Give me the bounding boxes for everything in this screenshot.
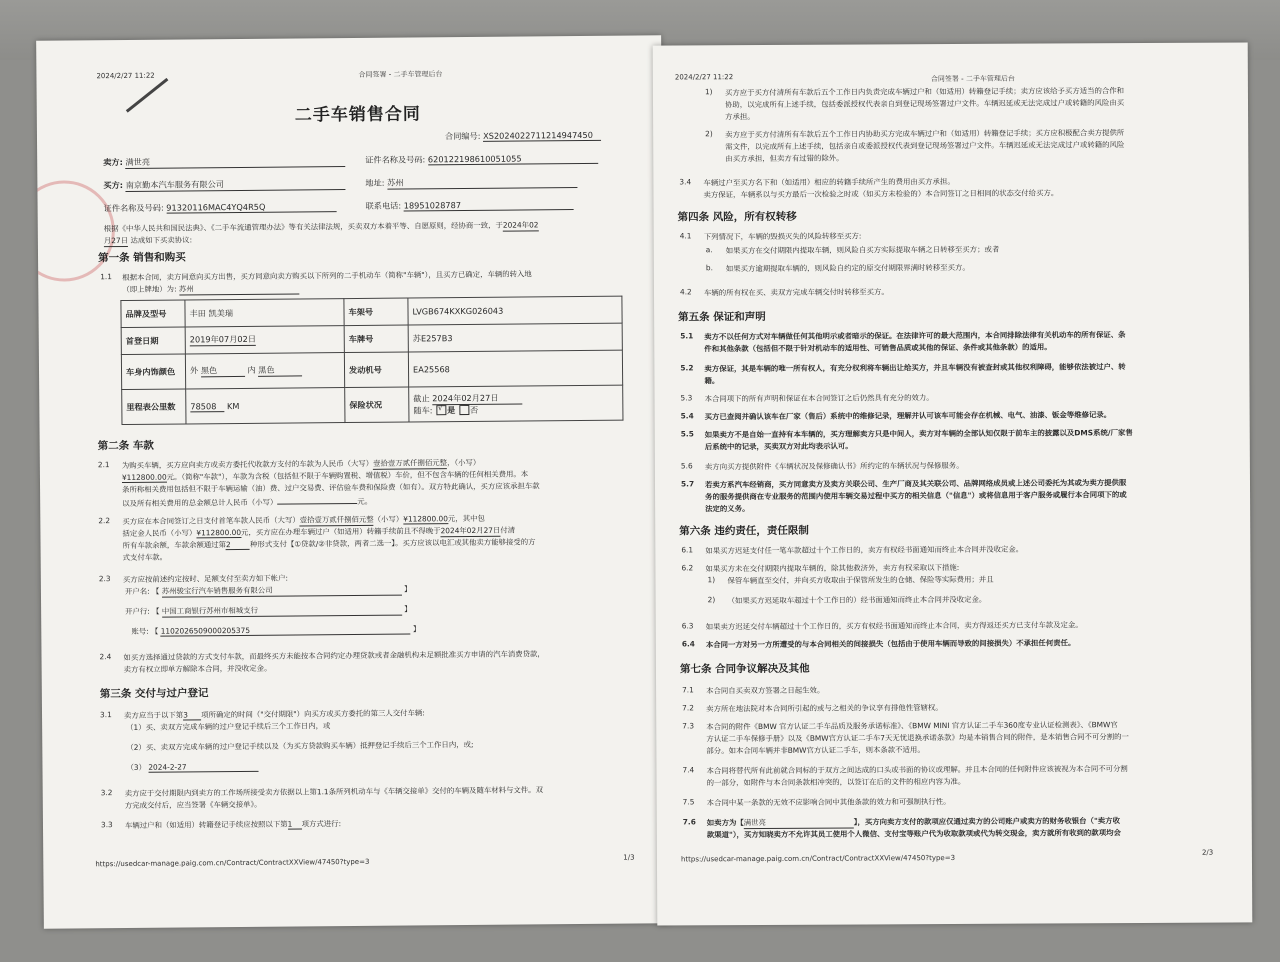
account-name-row: 开户名: 【 苏州骏宝行汽车销售服务有限公司 】 bbox=[124, 584, 412, 596]
clause-3-2-line-2: 方完成交付后，应当签署《车辆交接单》。 bbox=[124, 799, 262, 810]
clause-5-7-line-2: 务的服务提供商在专业服务的范围内使用车辆交易过程中买方的相关信息（"信息"）或将信息用于客户服务或履行本合同项下的或 bbox=[705, 490, 1127, 502]
clause-6-3: 如果卖方迟延交付车辆超过十个工作日的，买方有权经书面通知而终止本合同，卖方得返还买方已支付车款及定金。 bbox=[705, 620, 1083, 632]
section-7-title: 第七条 合同争议解决及其他 bbox=[679, 662, 810, 676]
clause-6-4: 本合同一方对另一方所遭受的与本合同相关的间接损失（包括由于使用车辆而导致的间接损失）不承担任何责任。 bbox=[705, 638, 1076, 650]
page-number: 1/3 bbox=[623, 853, 635, 862]
clause-7-6-line-1: 如卖方为【满世亮 】，买方向卖方支付的款项应仅通过卖方的公司账户或卖方的财务收银台（"卖方收 bbox=[706, 816, 1120, 828]
pen-mark bbox=[126, 78, 169, 113]
clause-number: 7.5 bbox=[682, 797, 695, 807]
brand-value: 丰田 凯美瑞 bbox=[185, 299, 344, 327]
clause-3-2-line-1: 卖方应于交付期限内到卖方的工作场所接受卖方依据以上第1.1条所列机动车与《车辆交接单》交付的车辆及随车材料与文件。双 bbox=[124, 785, 543, 798]
account-bank-row: 开户行: 【 中国工商银行苏州市相城支行 】 bbox=[125, 604, 412, 616]
print-date: 2024/2/27 11:22 bbox=[674, 73, 734, 82]
contract-no: 合同编号: XS2024022711214947450 bbox=[445, 130, 601, 142]
account-number-row: 账号: 【 1102026509000205375 】 bbox=[131, 624, 421, 636]
clause-number: 5.1 bbox=[680, 331, 694, 341]
clause-2-2-line-3: 所有车款余额，车款余额通过第2 种形式支付【①贷款/②非贷款，两者二选一】。买方应该以电汇或其他卖方能够接受的方 bbox=[122, 537, 536, 551]
item-1-line-1: 买方应于买方付清所有车款后五个工作日内负责完成车辆过户和（如适用）转籍登记手续；卖方应该给予买方适当的合作和 bbox=[724, 86, 1125, 98]
seller-field: 卖方: 满世亮 bbox=[103, 155, 345, 169]
clause-7-6-line-2: 款渠道"），买方知晓卖方不允许其员工使用个人微信、支付宝等账户代为收取款项或代为转交现金，卖方就所有收到的款项均会 bbox=[706, 828, 1121, 840]
clause-5-4: 买方已查阅并确认该车在厂家（售后）系统中的维修记录，理解并认可该车可能会存在机械、电气、油漆、钣金等维修记录。 bbox=[704, 410, 1112, 422]
clause-5-6: 卖方向买方提供附件《车辆状况及保修确认书》所约定的车辆状况与保修服务。 bbox=[704, 460, 964, 472]
clause-5-2-line-2: 籍。 bbox=[704, 376, 720, 386]
page-number: 2/3 bbox=[1201, 848, 1214, 857]
item-2-line-3: 由买方承担，但卖方有过错的除外。 bbox=[725, 153, 844, 164]
seller-id-field: 证件名称及号码: 620122198610051055 bbox=[365, 153, 598, 166]
clause-2-4-line-2: 卖方有权立即单方解除本合同，并没收定金。 bbox=[123, 663, 272, 675]
clause-number: 2.1 bbox=[97, 460, 110, 470]
page-url: https://usedcar-manage.paig.com.cn/Contract/ContractXXView/47450?type=3 bbox=[680, 853, 956, 864]
item-number: a. bbox=[705, 245, 713, 255]
item-number: 2) bbox=[707, 595, 716, 605]
clause-number: 3.1 bbox=[99, 710, 112, 720]
table-label: 保险状况 bbox=[345, 387, 409, 423]
table-label: 车架号 bbox=[344, 298, 408, 326]
item-number: 1) bbox=[707, 575, 716, 585]
contract-title: 二手车销售合同 bbox=[294, 104, 421, 126]
print-header: 合同签署 - 二手车管理后台 bbox=[358, 70, 443, 79]
intro-line-1: 根据《中华人民共和国民法典》、《二手车流通管理办法》等有关法律法规，买卖双方本着平等、自愿原则，经协商一致，于2024年02 bbox=[103, 220, 539, 234]
clause-number: 6.2 bbox=[681, 563, 694, 573]
section-5-title: 第五条 保证和声明 bbox=[678, 310, 766, 324]
clause-7-3-line-1: 本合同的附件《BMW 官方认证二手车品质及服务承诺标准》、《BMW MINI 官方认证二手车360度专业认证检测表》、《BMW官 bbox=[706, 720, 1118, 732]
clause-4-1: 下列情况下，车辆的毁损灭失的风险转移至买方: bbox=[703, 231, 862, 242]
insurance-yes-checkbox[interactable] bbox=[436, 405, 446, 415]
clause-number: 2.3 bbox=[98, 574, 111, 584]
section-6-title: 第六条 违约责任，责任限制 bbox=[679, 524, 809, 538]
table-label: 里程表公里数 bbox=[122, 389, 186, 425]
intro-line-2: 月27日 达成如下买卖协议: bbox=[103, 235, 193, 246]
clause-number: 5.6 bbox=[680, 461, 693, 471]
plate-value: 苏E257B3 bbox=[408, 323, 622, 352]
clause-2-1-line-1: 为购买车辆，买方应向卖方或卖方委托代收款方支付的车款为人民币（大写）壹拾壹万贰仟捌佰元整，（小写） bbox=[121, 457, 481, 471]
clause-5-5-line-2: 后系统中的记录，买卖双方对此均表示认可。 bbox=[704, 441, 853, 452]
clause-5-7-line-3: 法定的义务。 bbox=[705, 504, 750, 514]
clause-4-1-a: 如果买方在交付期限内提取车辆，则风险自买方实际提取车辆之日转移至买方；或者 bbox=[725, 244, 1000, 256]
clause-7-4-line-1: 本合同将替代所有此前就合同标的于双方之间达成的口头或书面的协议或理解。并且本合同的任何附件应该被视为本合同不可分割 bbox=[706, 764, 1128, 776]
clause-2-1-line-3: 条所称相关费用包括但不限于车辆运输（油）费、过户交易费、评估验车费和保险费（如有）。双方特此确认，买方应该承担车款 bbox=[122, 481, 540, 495]
clause-number: 6.4 bbox=[681, 639, 695, 649]
section-4-title: 第四条 风险，所有权转移 bbox=[677, 210, 797, 224]
clause-number: 7.4 bbox=[682, 765, 695, 775]
buyer-cert-field: 证件名称及号码: 91320116MAC4YQ4R5Q bbox=[104, 201, 337, 214]
clause-2-4-line-1: 如买方选择通过贷款的方式支付车款，而最终买方未能按本合同约定办理贷款或者金融机构未足额批准买方申请的汽车消费贷款， bbox=[123, 649, 545, 663]
clause-3-1-line-1: 卖方应当于以下第3 项所确定的时间（"交付期限"）向买方或买方委托的第三人交付车辆: bbox=[123, 708, 425, 721]
item-number: 2) bbox=[705, 129, 713, 139]
contract-page-2 bbox=[653, 42, 1253, 925]
clause-3-1-option-1: （1）买、卖双方完成车辆的过户登记手续后三个工作日内，或 bbox=[126, 721, 331, 732]
item-number: b. bbox=[705, 263, 713, 273]
color-value: 外 黑色 内 黑色 bbox=[185, 353, 344, 389]
reg-date-value: 2019年07月02日 bbox=[185, 326, 344, 354]
print-header: 合同签署 - 二手车管理后台 bbox=[930, 74, 1015, 84]
table-label: 首登日期 bbox=[121, 327, 185, 355]
clause-6-2: 如果买方未在交付期限内提取车辆的，除其他救济外，卖方有权采取以下措施: bbox=[705, 562, 960, 574]
vin-value: LVGB674KXKG026043 bbox=[408, 296, 622, 325]
mileage-value: 78508 KM bbox=[186, 388, 345, 424]
clause-2-2-line-4: 式支付车款。 bbox=[122, 552, 168, 563]
insurance-value: 截止 2024年02月27日 随车: √ 是 否 bbox=[409, 385, 623, 422]
buyer-field: 买方: 南京勤本汽车服务有限公司 bbox=[103, 178, 345, 192]
clause-number: 3.4 bbox=[679, 177, 692, 187]
clause-2-1-line-2: ¥112800.00元。（简称"车款"），车款为含税（包括但不限于车辆购置税、增值税）车价，但不包含车辆的任何相关费用。本 bbox=[121, 469, 529, 483]
item-1-line-3: 方承担。 bbox=[725, 112, 755, 122]
clause-1-1-line-2: （即上牌地）为: 苏州 bbox=[122, 282, 299, 296]
print-date: 2024/2/27 11:22 bbox=[96, 71, 155, 81]
clause-number: 5.4 bbox=[680, 411, 694, 421]
clause-4-2: 车辆的所有权在买、卖双方完成车辆交付时转移至买方。 bbox=[703, 287, 889, 298]
clause-4-1-b: 如果买方逾期提取车辆的，则风险自约定的原交付期限界满时转移至买方。 bbox=[725, 262, 970, 274]
table-label: 车身内饰颜色 bbox=[121, 354, 185, 390]
buyer-address-field: 地址: 苏州 bbox=[365, 176, 577, 190]
item-1-line-2: 协助，以完成所有上述手续，包括委派授权代表亲自到登记现场签署过户文件。车辆迟延或无法完成过户或转籍的风险由买 bbox=[724, 98, 1125, 110]
clause-number: 5.7 bbox=[680, 479, 695, 489]
clause-5-3: 本合同项下的所有声明和保证在本合同签订之后仍然具有充分的效力。 bbox=[704, 393, 934, 404]
clause-7-5: 本合同中某一条款的无效不应影响合同中其他条款的效力和可强制执行性。 bbox=[706, 797, 951, 808]
table-label: 车牌号 bbox=[344, 325, 408, 353]
item-2-line-1: 卖方应于买方付清所有车款后五个工作日内协助买方完成车辆过户和（如适用）转籍登记手续；买方应积极配合卖方提供所 bbox=[725, 128, 1125, 140]
clause-number: 7.2 bbox=[682, 703, 694, 713]
clause-6-2-2: （如果买方迟延取车超过十个工作日的）经书面通知而终止本合同并没收定金。 bbox=[727, 594, 987, 606]
clause-number: 3.3 bbox=[100, 820, 113, 830]
clause-3-4-line-2: 卖方保证，车辆系以与买方最后一次检验之时或（如买方未检验的）本合同签订之日相同的状态交付给买方。 bbox=[703, 188, 1059, 200]
clause-number: 5.2 bbox=[680, 363, 694, 373]
clause-number: 4.2 bbox=[679, 287, 692, 297]
buyer-phone-field: 联系电话: 18951028787 bbox=[366, 199, 574, 212]
clause-2-2-line-2: 括定金人民币（小写）¥112800.00元，买方应在办理车辆过户（如适用）转籍手续前且不得晚于2024年02月27日付清 bbox=[122, 525, 516, 539]
clause-7-2: 卖方所在地法院对本合同所引起的或与之相关的争议享有排他性管辖权。 bbox=[706, 703, 943, 714]
clause-5-5-line-1: 如果卖方不是自始一直持有本车辆的，买方理解卖方只是中间人，卖方对车辆的全部认知仅限于前车主的披露以及DMS系统/厂家售 bbox=[704, 428, 1133, 440]
clause-number: 4.1 bbox=[679, 231, 692, 241]
clause-5-2-line-1: 卖方保证，其是车辆的唯一所有权人，有充分权利将车辆出让给买方，并且车辆没有被查封或其他权利障碍，能够依法被过户、转 bbox=[704, 362, 1126, 374]
clause-number: 2.2 bbox=[98, 516, 111, 526]
clause-7-4-line-2: 的一部分，如附件与本合同条款相冲突的，以签订在后的文件的相应内容为准。 bbox=[706, 776, 966, 788]
clause-2-3-line-1: 买方应按前述约定按时、足额支付至卖方如下帐户: bbox=[122, 573, 288, 585]
clause-1-1-line-1: 根据本合同，卖方同意向买方出售，买方同意向卖方购买以下所列的二手机动车（简称"车辆"），且买方已确定，车辆的转入地 bbox=[122, 269, 532, 283]
section-2-title: 第二条 车款 bbox=[97, 439, 154, 453]
section-1-title: 第一条 销售和购买 bbox=[97, 251, 186, 265]
clause-6-2-1: 保管车辆直至交付，并向买方收取由于保管所发生的仓储、保险等实际费用；并且 bbox=[727, 574, 994, 586]
table-label: 品牌及型号 bbox=[121, 300, 185, 328]
clause-number: 3.2 bbox=[100, 788, 113, 798]
contract-page-1 bbox=[36, 35, 669, 928]
clause-number: 2.4 bbox=[99, 652, 112, 662]
clause-5-1-line-2: 件和其他条款（包括但不限于针对机动车的适用性、可销售品质或其他的保证、条件或其他条款）的适用。 bbox=[704, 342, 1052, 354]
insurance-no-checkbox[interactable] bbox=[459, 405, 469, 415]
clause-3-4-line-1: 车辆过户至买方名下和（如适用）相应的转籍手续所产生的费用由买方承担。 bbox=[703, 176, 955, 188]
clause-7-1: 本合同自买卖双方签署之日起生效。 bbox=[706, 685, 825, 696]
clause-6-1: 如果买方迟延支付任一笔车款超过十个工作日的，卖方有权经书面通知而终止本合同并没收定金。 bbox=[705, 544, 1024, 556]
engine-value: EA25568 bbox=[408, 350, 622, 387]
clause-5-1-line-1: 卖方不以任何方式对车辆做任何其他明示或者暗示的保证。在法律许可的最大范围内，本合同排除法律有关机动车的所有保证、条 bbox=[704, 330, 1126, 342]
clause-2-2-line-1: 买方应在本合同签订之日支付首笔车款人民币（大写）壹拾壹万贰仟捌佰元整（小写）¥112800.00元，其中包 bbox=[122, 513, 485, 527]
clause-number: 7.3 bbox=[682, 721, 695, 731]
clause-3-1-option-3: （3） 2024-2-27 bbox=[126, 761, 258, 773]
item-number: 1) bbox=[704, 87, 713, 97]
clause-number: 5.3 bbox=[680, 393, 693, 403]
clause-number: 5.5 bbox=[680, 429, 694, 439]
section-3-title: 第三条 交付与过户登记 bbox=[99, 687, 209, 701]
page-url: https://usedcar-manage.paig.com.cn/Contract/ContractXXView/47450?type=3 bbox=[95, 857, 370, 869]
clause-3-1-option-2: （2）买、卖双方完成车辆的过户登记手续以及（为买方贷款购买车辆）抵押登记手续后三个工作日内，或; bbox=[126, 739, 474, 752]
clause-number: 7.1 bbox=[682, 685, 694, 695]
clause-3-3-line-1: 车辆过户和（如适用）转籍登记手续应按照以下第1 项方式进行: bbox=[124, 819, 342, 830]
table-label: 发动机号 bbox=[344, 352, 408, 388]
clause-number: 1.1 bbox=[100, 272, 113, 282]
clause-2-1-line-4: 以及所有相关费用的总金额总计人民币（小写） 元。 bbox=[122, 494, 372, 509]
clause-7-3-line-2: 方认证二手车保修手册》以及《BMW官方认证二手车7天无忧退换承诺条款》均是本销售合同的附件，是本销售合同不可分割的一 bbox=[706, 732, 1129, 744]
item-2-line-2: 需文件，以完成所有上述手续，包括亲自或委派授权代表到登记现场签署过户文件。车辆迟延或无法完成过户或转籍的风险 bbox=[725, 140, 1125, 152]
vehicle-info-table bbox=[120, 296, 623, 425]
clause-7-3-line-3: 部分。如本合同车辆并非BMW官方认证二手车，则本条款不适用。 bbox=[706, 745, 925, 756]
clause-5-7-line-1: 若卖方系汽车经销商，买方同意卖方及卖方关联公司、生产厂商及其关联公司、品牌网络成员或上述公司委托为其或为卖方提供服 bbox=[704, 478, 1127, 490]
clause-number: 7.6 bbox=[682, 817, 696, 827]
clause-number: 6.3 bbox=[681, 621, 694, 631]
clause-number: 6.1 bbox=[681, 545, 694, 555]
